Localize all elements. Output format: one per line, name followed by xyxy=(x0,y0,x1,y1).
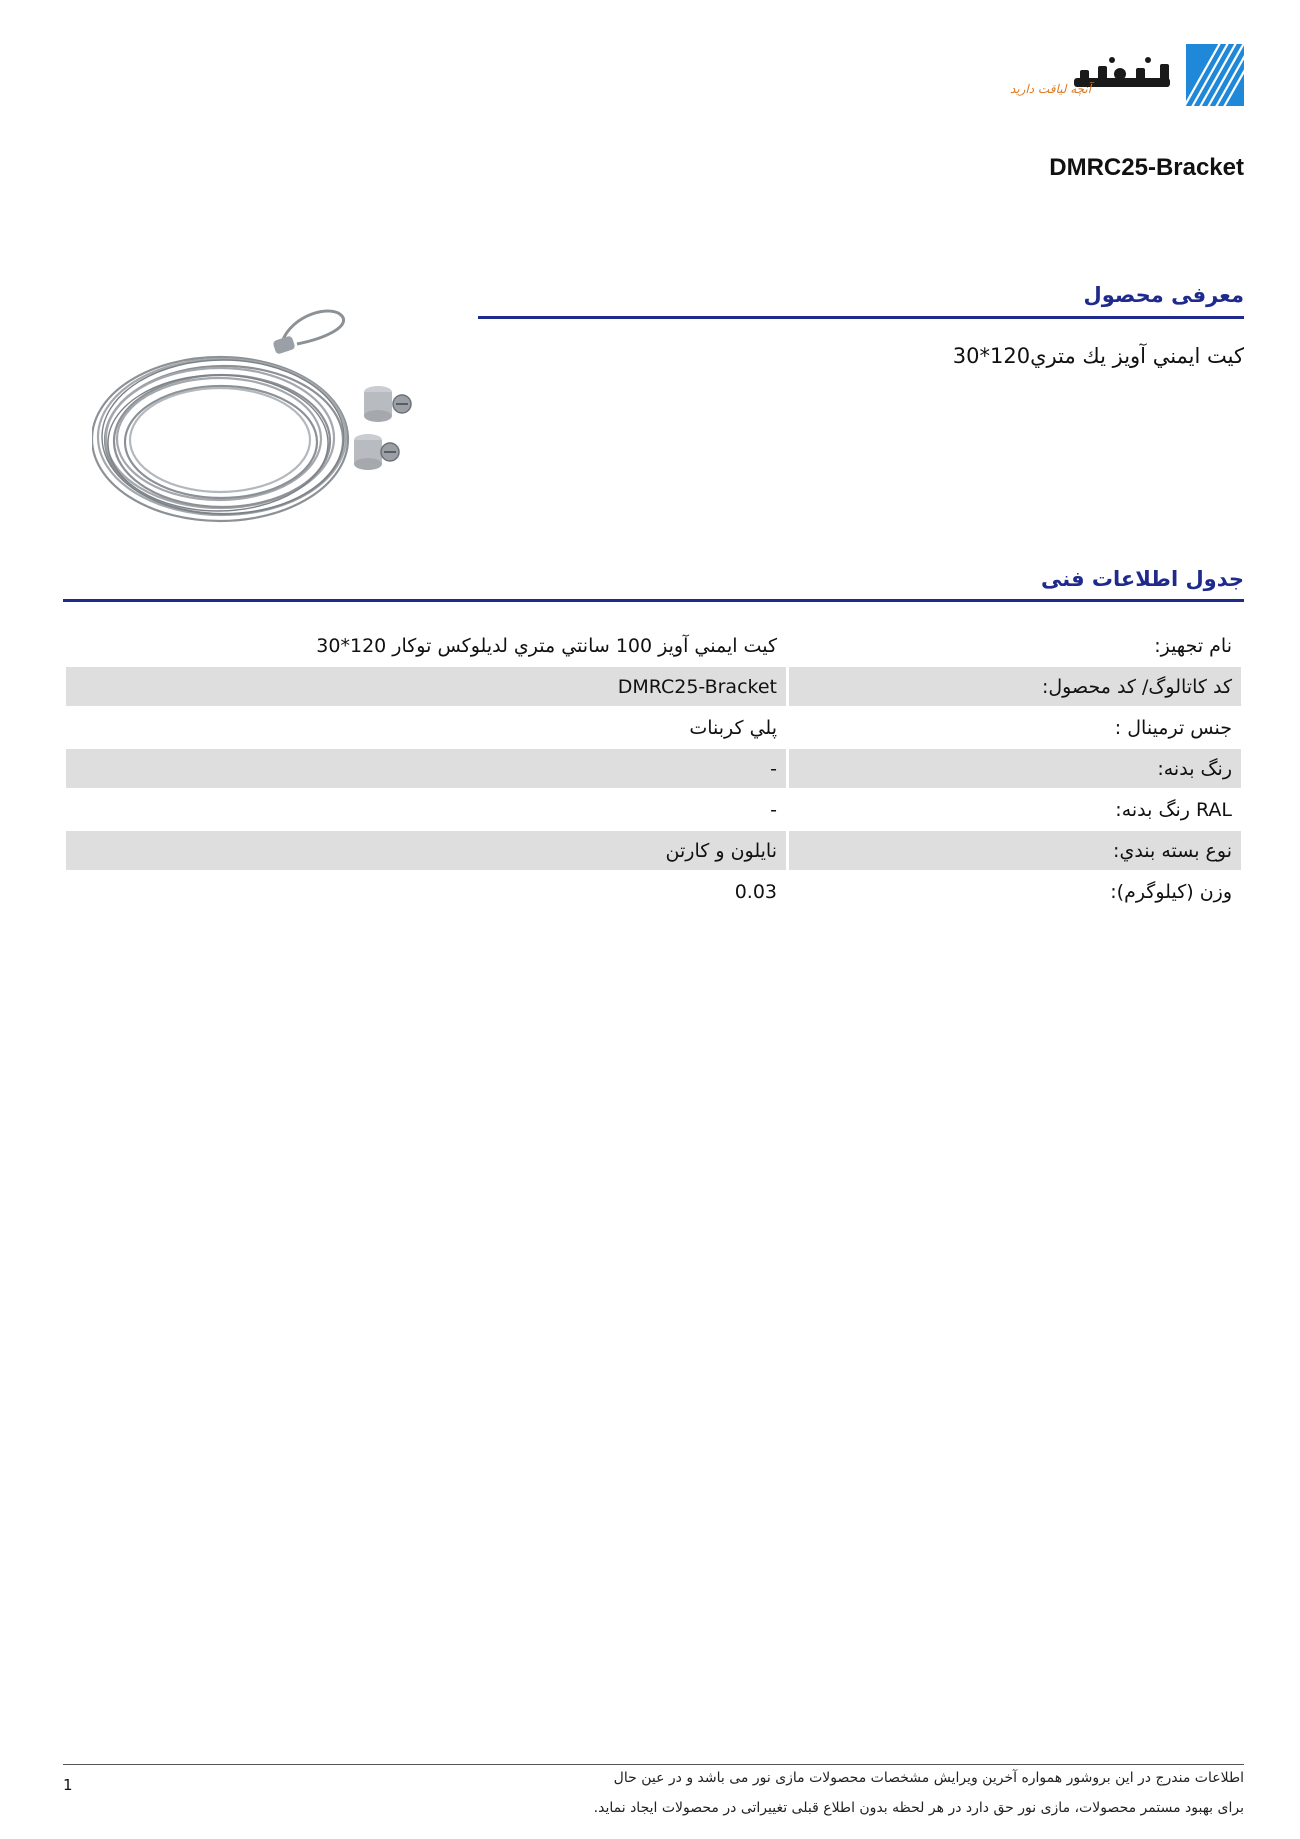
table-row xyxy=(66,831,1241,870)
table-row xyxy=(66,626,1241,665)
spec-value: DMRC25-Bracket xyxy=(66,667,786,706)
spec-label: جنس ترمینال : xyxy=(1114,716,1232,739)
footer-rule xyxy=(63,1764,1244,1765)
page-number: 1 xyxy=(63,1776,73,1794)
spec-value: - xyxy=(66,749,786,788)
spec-value: - xyxy=(770,798,777,821)
clamp-top-icon xyxy=(364,386,411,422)
spec-label: نام تجهیز: xyxy=(1154,634,1232,657)
intro-heading: معرفی محصول xyxy=(1083,283,1244,307)
footer-disclaimer-line-1: اطلاعات مندرج در این بروشور همواره آخرین ویرایش مشخصات محصولات مازی نور می باشد و در عین حال xyxy=(613,1770,1244,1786)
spec-label: وزن (کیلوگرم): xyxy=(1110,880,1232,903)
spec-table xyxy=(63,624,1244,913)
spec-label: رنگ بدنه: xyxy=(789,749,1241,788)
table-row xyxy=(66,749,1241,788)
spec-heading-rule xyxy=(63,599,1244,602)
clamp-bottom-icon xyxy=(354,434,399,470)
spec-value: کیت ایمني آویز 100 سانتي متري لدیلوکس توکار 120*30 xyxy=(316,634,777,657)
brand-tagline: آنچه لیاقت دارید xyxy=(1010,82,1092,96)
wire-coil-illustration xyxy=(92,294,432,534)
brand-logo-mark xyxy=(1010,44,1244,106)
spec-heading: جدول اطلاعات فنی xyxy=(1041,567,1244,591)
intro-description: کیت ایمني آویز یك متري120*30 xyxy=(952,344,1244,368)
table-row xyxy=(66,872,1241,911)
table-row xyxy=(66,708,1241,747)
document-title: DMRC25-Bracket xyxy=(1049,154,1244,181)
intro-heading-rule xyxy=(478,316,1244,319)
spec-value: پلي کربنات xyxy=(689,716,777,739)
spec-label: RAL رنگ بدنه: xyxy=(1115,798,1232,821)
spec-label: نوع بسته بندي: xyxy=(789,831,1241,870)
brand-logo xyxy=(1010,44,1244,106)
footer-disclaimer-line-2: برای بهبود مستمر محصولات، مازی نور حق دارد در هر لحظه بدون اطلاع قبلی تغییراتی در محصولات ایجاد نماید. xyxy=(593,1800,1244,1816)
spec-value: نایلون و کارتن xyxy=(66,831,786,870)
spec-label: کد کاتالوگ/ کد محصول: xyxy=(789,667,1241,706)
table-row xyxy=(66,667,1241,706)
product-image xyxy=(92,294,432,534)
spec-value: 0.03 xyxy=(734,880,777,903)
table-row xyxy=(66,790,1241,829)
